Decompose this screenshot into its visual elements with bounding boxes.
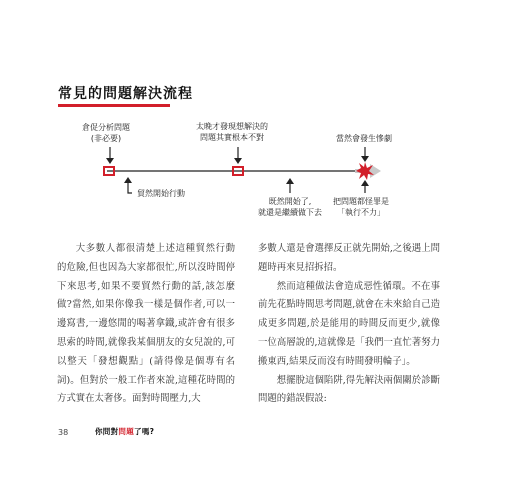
page-number: 38 (58, 428, 69, 437)
paragraph-continuation: 多數人還是會選擇反正就先開始,之後遇上問題時再來見招拆招。 (258, 243, 440, 273)
body-column-right (258, 240, 440, 409)
annotation-blame-execution: 把問題都怪罪是 「執行不力」 (333, 197, 389, 217)
annotation-rash-action: 貿然開始行動 (137, 189, 185, 198)
annotation-keep-going: 既然開始了, 就還是繼續做下去 (258, 197, 322, 217)
annotation-hasty-analysis: 倉促分析問題 (非必要) (82, 123, 130, 143)
body-column-left (57, 240, 235, 409)
section-title: 常見的問題解決流程 (58, 86, 193, 102)
annotation-disaster: 當然會發生慘劇 (336, 134, 392, 143)
annotation-wrong-problem: 太晚才發現想解決的 問題其實根本不對 (196, 122, 268, 142)
paragraph: 然而這種做法會造成惡性循環。不在事前先花點時間思考問題,就會在未來給自己造成更多問題,於是能用的時間反而更少,就像一位高層說的,這就像是「我們一直忙著努力搬東西,結果反而沒有時間發明輪子」。 (258, 280, 440, 367)
running-footer-title: 你問對問題了嗎? (95, 427, 155, 436)
paragraph: 大多數人都很清楚上述這種貿然行動的危險,但也因為大家都很忙,所以沒時間停下來思考,如果不要貿然行動的話,該怎麼做?當然,如果你像我一樣是個作者,可以一邊寫書,一邊悠閒的喝著拿鐵,或許會有很多思索的時間,就像我某個朋友的女兒說的,可以整天「發想觀點」(請得像是個專有名詞)。但對於一般工作者來說,這種花時間的方式實在太奢侈。面對時間壓力,大 (57, 243, 235, 405)
paragraph: 想擺脫這個陷阱,得先解決兩個關於診斷問題的錯誤假設: (258, 374, 440, 405)
